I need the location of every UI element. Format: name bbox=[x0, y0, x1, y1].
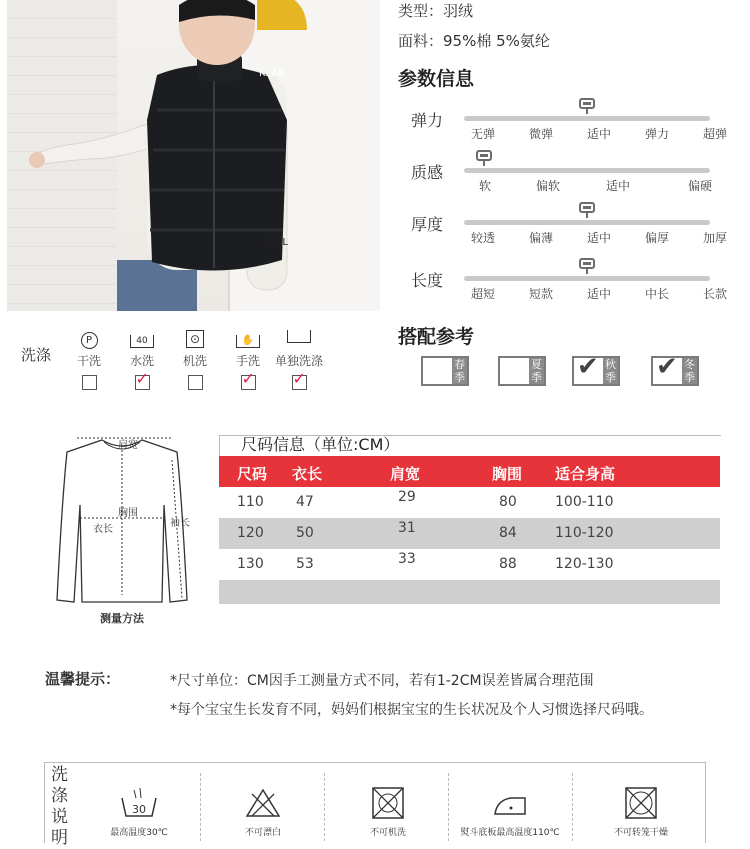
type-line: 类型：羽绒 bbox=[398, 2, 474, 20]
wash-title: 洗涤 bbox=[21, 346, 52, 364]
separate-wash-icon bbox=[269, 330, 329, 350]
param-tick: 偏薄 bbox=[528, 231, 554, 245]
svg-text:30: 30 bbox=[132, 803, 146, 816]
wash-30-icon bbox=[118, 786, 160, 820]
param-tick: 适中 bbox=[605, 179, 631, 193]
care-title: 洗涤说明 bbox=[51, 765, 68, 848]
table-cell: 88 bbox=[499, 556, 517, 572]
wash-label: 干洗 bbox=[76, 354, 101, 368]
wash-checkbox[interactable] bbox=[82, 375, 97, 390]
season-tag: 夏季 bbox=[531, 358, 542, 384]
param-tick: 适中 bbox=[586, 287, 612, 301]
season-tag: 秋季 bbox=[605, 358, 616, 384]
param-tick: 弹力 bbox=[644, 127, 670, 141]
table-cell: 50 bbox=[296, 525, 314, 541]
wash-label: 机洗 bbox=[182, 354, 207, 368]
child-figure bbox=[7, 0, 380, 311]
season-box bbox=[498, 356, 546, 386]
param-tick: 无弹 bbox=[470, 127, 496, 141]
table-row bbox=[219, 487, 720, 518]
wash-symbol: ✋ bbox=[236, 335, 260, 348]
size-header: 衣长 bbox=[292, 465, 323, 483]
param-track bbox=[464, 116, 710, 121]
tips-title: 温馨提示： bbox=[45, 670, 121, 688]
table-cell: 100-110 bbox=[555, 494, 614, 510]
params-title: 参数信息 bbox=[398, 68, 475, 90]
param-track bbox=[464, 168, 710, 173]
wash-symbol: P bbox=[81, 332, 98, 349]
match-title: 搭配参考 bbox=[398, 326, 475, 348]
care-label: 熨斗底板最高温度110℃ bbox=[460, 828, 560, 838]
table-cell: 47 bbox=[296, 494, 314, 510]
season-box bbox=[421, 356, 469, 386]
season-tag: 冬季 bbox=[684, 358, 695, 384]
param-label: 厚度 bbox=[411, 215, 444, 234]
shoulder-label: 肩宽 bbox=[118, 440, 138, 451]
dry-clean-icon bbox=[59, 330, 119, 350]
table-cell: 110 bbox=[237, 494, 264, 510]
param-label: 弹力 bbox=[411, 111, 444, 130]
size-header: 胸围 bbox=[492, 465, 523, 483]
table-cell: 29 bbox=[398, 489, 416, 505]
fabric-line: 面料：95%棉 5%氨纶 bbox=[398, 32, 550, 50]
size-footer-row bbox=[219, 580, 720, 604]
param-thumb[interactable] bbox=[579, 258, 595, 269]
table-cell: 110-120 bbox=[555, 525, 614, 541]
param-tick: 中长 bbox=[644, 287, 670, 301]
size-header: 适合身高 bbox=[555, 465, 616, 483]
table-row bbox=[219, 518, 720, 549]
iron-icon bbox=[489, 786, 531, 820]
wash-label: 单独洗涤 bbox=[274, 354, 323, 368]
table-cell: 53 bbox=[296, 556, 314, 572]
param-tick: 软 bbox=[478, 179, 492, 193]
param-tick: 偏硬 bbox=[687, 179, 713, 193]
param-tick: 微弹 bbox=[528, 127, 554, 141]
table-cell: 80 bbox=[499, 494, 517, 510]
length-label: 衣长 bbox=[93, 524, 113, 535]
care-label: 不可转笼干燥 bbox=[613, 828, 669, 838]
size-title: 尺码信息（单位:CM） bbox=[241, 435, 400, 454]
collar-print: KLAR bbox=[259, 68, 286, 79]
table-cell: 84 bbox=[499, 525, 517, 541]
care-divider bbox=[324, 773, 325, 841]
param-label: 质感 bbox=[411, 163, 444, 182]
param-thumb[interactable] bbox=[476, 150, 492, 161]
no-machine-wash-icon bbox=[367, 786, 409, 820]
param-tick: 适中 bbox=[586, 127, 612, 141]
param-thumb[interactable] bbox=[579, 202, 595, 213]
param-tick: 偏软 bbox=[535, 179, 561, 193]
wash-item bbox=[59, 330, 119, 390]
no-tumble-dry-icon bbox=[620, 786, 662, 820]
wash-label: 手洗 bbox=[235, 354, 260, 368]
param-label: 长度 bbox=[411, 271, 444, 290]
check-icon: ✔ bbox=[577, 352, 599, 382]
care-label: 最高温度30℃ bbox=[110, 828, 168, 838]
table-cell: 31 bbox=[398, 520, 416, 536]
wash-item bbox=[269, 330, 329, 390]
wash-symbol: 40 bbox=[130, 335, 154, 348]
wash-label: 水洗 bbox=[129, 354, 154, 368]
wash-symbol: ⊙ bbox=[186, 330, 204, 348]
param-thumb-stem bbox=[483, 161, 485, 166]
param-thumb-stem bbox=[586, 269, 588, 274]
care-label: 不可漂白 bbox=[244, 828, 282, 838]
care-label: 不可机洗 bbox=[369, 828, 407, 838]
param-thumb-stem bbox=[586, 109, 588, 114]
table-cell: 33 bbox=[398, 551, 416, 567]
param-tick: 偏厚 bbox=[644, 231, 670, 245]
param-track bbox=[464, 220, 710, 225]
season-box bbox=[651, 352, 699, 386]
param-thumb[interactable] bbox=[579, 98, 595, 109]
water-wash-icon bbox=[112, 330, 172, 350]
size-header: 尺码 bbox=[237, 465, 268, 483]
param-tick: 适中 bbox=[586, 231, 612, 245]
wash-item bbox=[165, 330, 225, 390]
wash-item bbox=[112, 330, 172, 390]
check-icon: ✔ bbox=[656, 352, 678, 382]
param-tick: 较透 bbox=[470, 231, 496, 245]
param-tick: 超短 bbox=[470, 287, 496, 301]
wash-checkbox[interactable] bbox=[241, 375, 256, 390]
sleeve-label: 袖长 bbox=[170, 518, 190, 529]
season-tag: 春季 bbox=[454, 358, 465, 384]
product-photo bbox=[7, 0, 380, 311]
tip-line-2: *每个宝宝生长发育不同，妈妈们根据宝宝的生长状况及个人习惯选择尺码哦。 bbox=[170, 702, 653, 718]
wash-checkbox[interactable] bbox=[135, 375, 150, 390]
wash-checkbox[interactable] bbox=[292, 375, 307, 390]
tip-line-1: *尺寸单位：CM因手工测量方式不同，若有1-2CM误差皆属合理范围 bbox=[170, 673, 594, 689]
wash-checkbox[interactable] bbox=[188, 375, 203, 390]
measure-caption: 测量方法 bbox=[100, 612, 144, 625]
care-divider bbox=[448, 773, 449, 841]
param-tick: 短款 bbox=[528, 287, 554, 301]
no-bleach-icon bbox=[242, 786, 284, 820]
table-cell: 120-130 bbox=[555, 556, 614, 572]
param-tick: 长款 bbox=[702, 287, 728, 301]
season-box bbox=[572, 352, 620, 386]
size-header: 肩宽 bbox=[390, 465, 421, 483]
table-row bbox=[219, 549, 720, 580]
care-divider bbox=[200, 773, 201, 841]
table-cell: 120 bbox=[237, 525, 264, 541]
param-tick: 超弹 bbox=[702, 127, 728, 141]
param-track bbox=[464, 276, 710, 281]
sleeve-print: COLL bbox=[262, 237, 288, 248]
chest-label: 胸围 bbox=[118, 508, 138, 519]
table-cell: 130 bbox=[237, 556, 264, 572]
param-thumb-stem bbox=[586, 213, 588, 218]
care-divider bbox=[572, 773, 573, 841]
param-tick: 加厚 bbox=[702, 231, 728, 245]
machine-wash-icon bbox=[165, 330, 225, 350]
